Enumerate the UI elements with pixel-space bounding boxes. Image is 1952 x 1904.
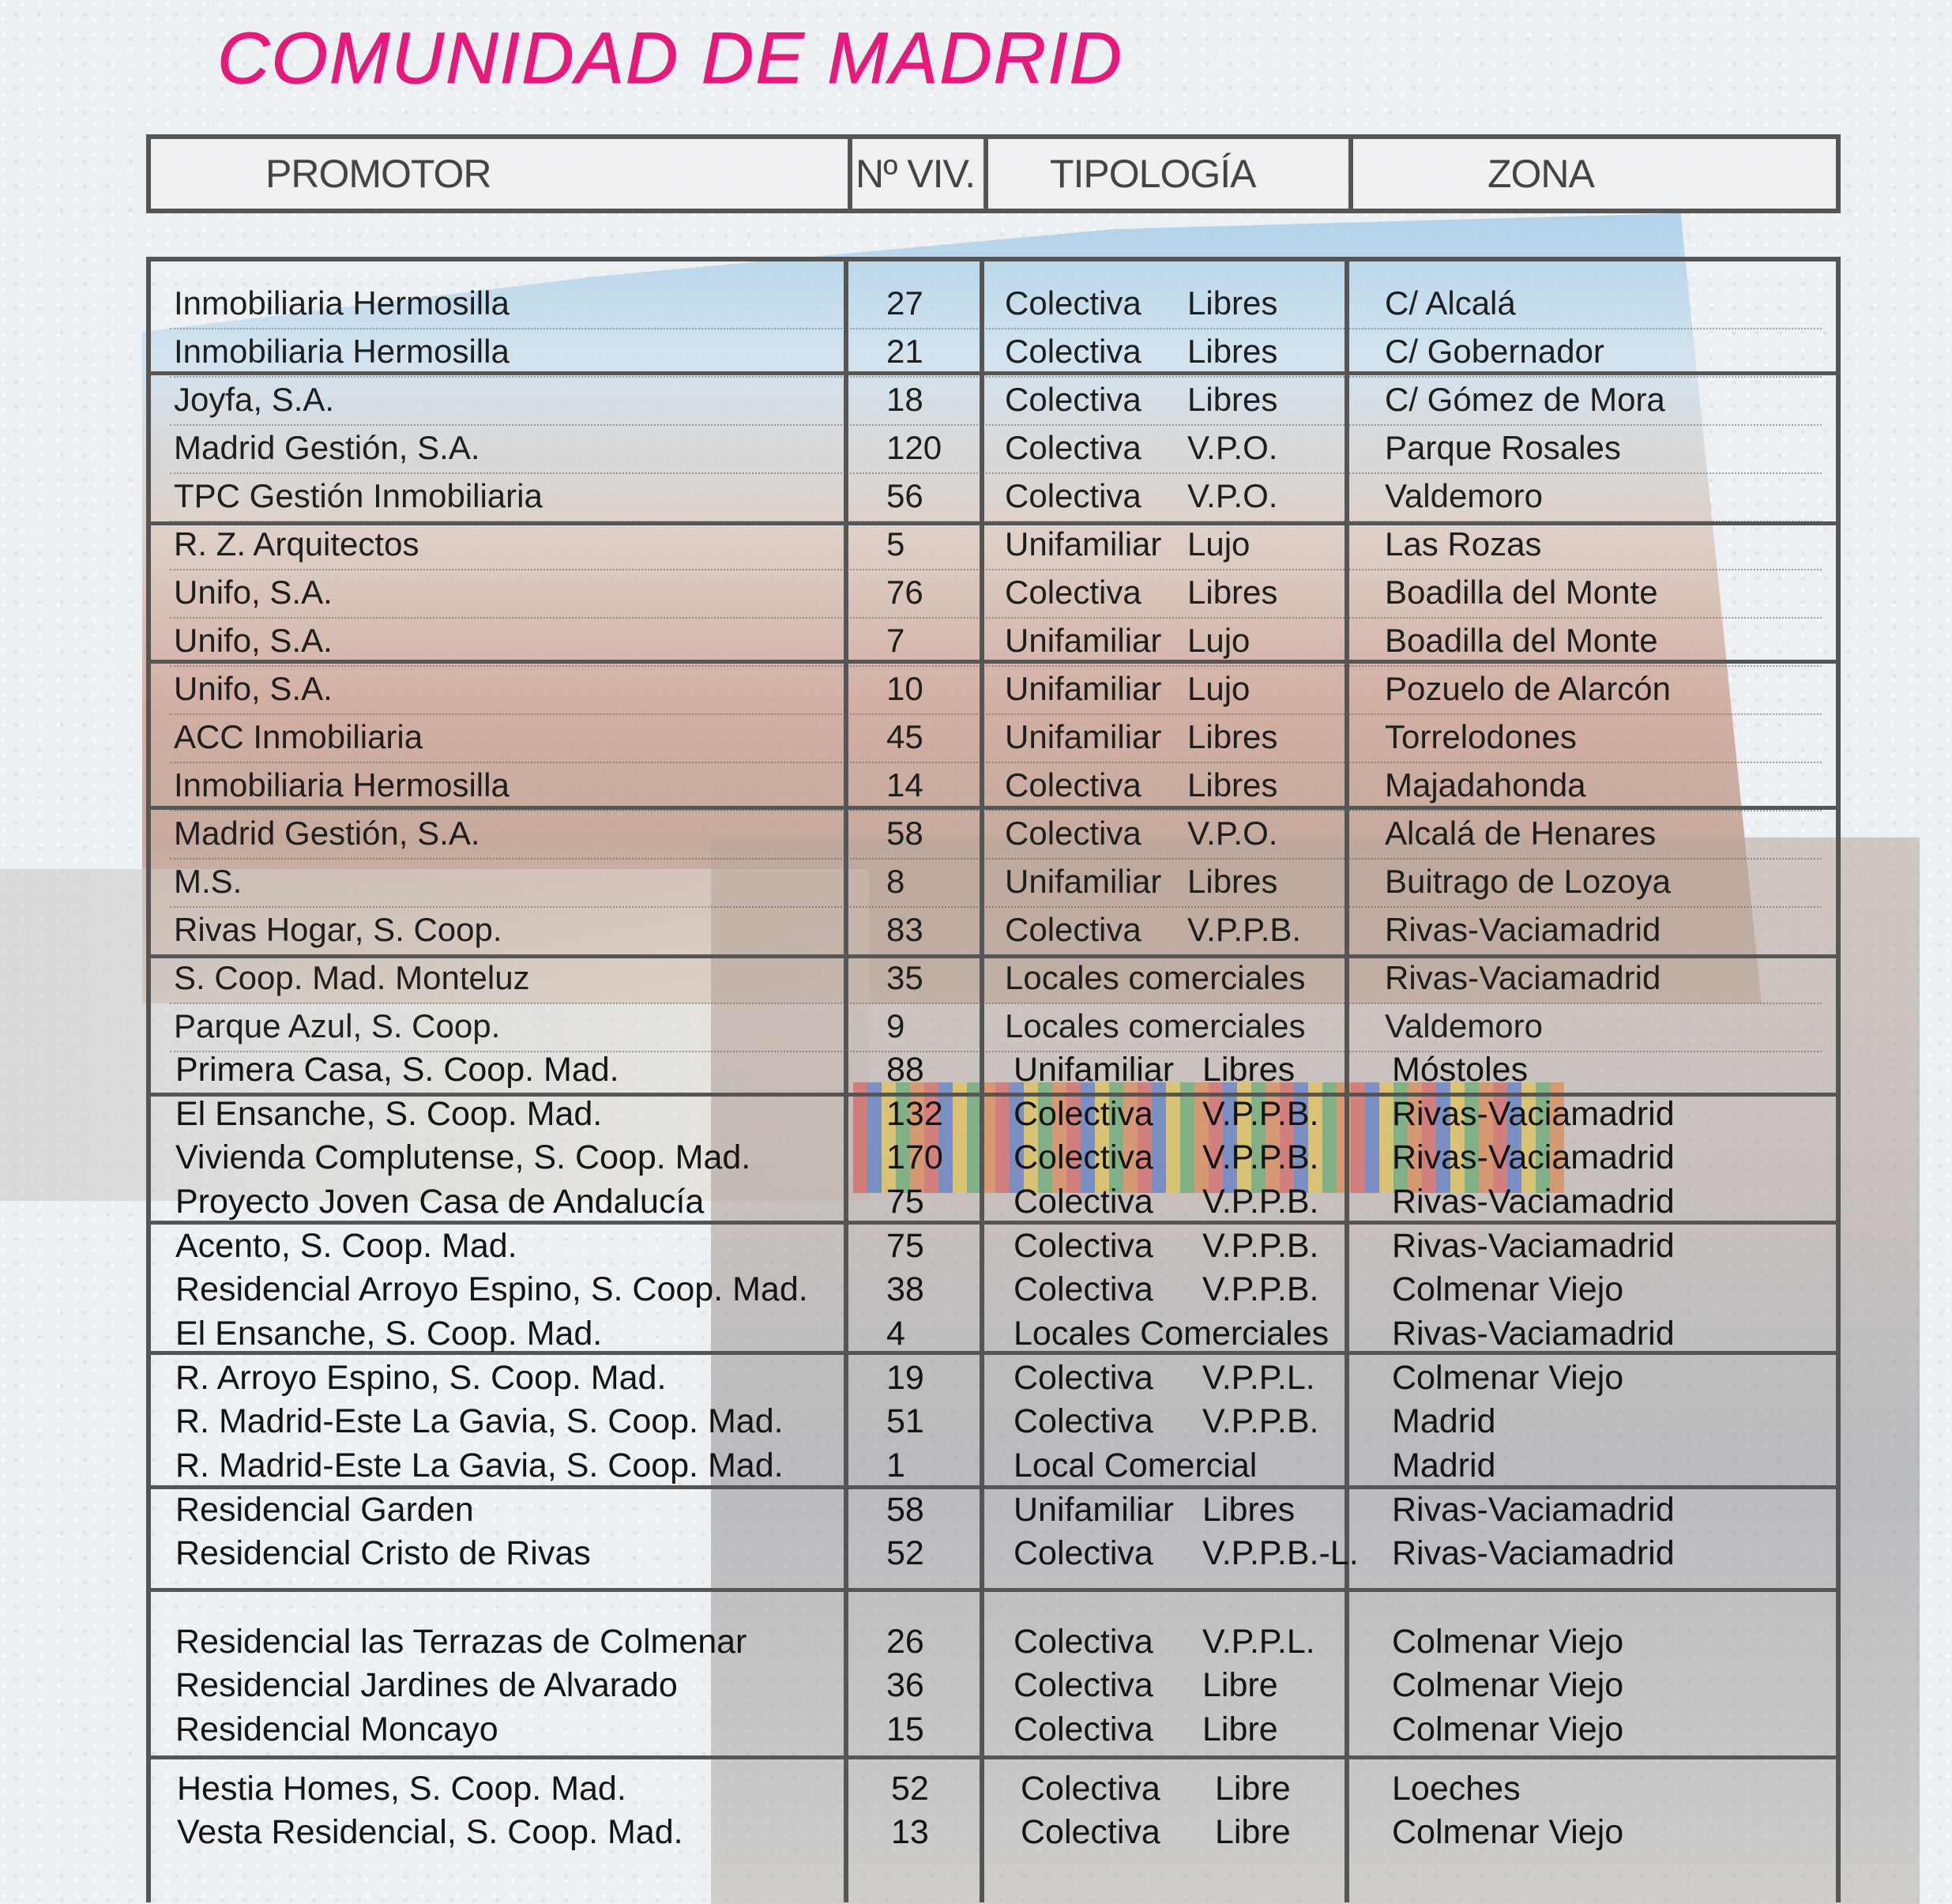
page-title: COMUNIDAD DE MADRID	[217, 18, 1124, 99]
cell-promotor: Inmobiliaria Hermosilla	[174, 333, 510, 370]
cell-categoria: Libres	[1187, 863, 1278, 900]
table-row	[0, 1183, 1952, 1222]
cell-num-viv: 75	[886, 1227, 924, 1265]
cell-tipologia: Colectiva	[1014, 1710, 1153, 1748]
cell-zona: C/ Gobernador	[1385, 333, 1604, 370]
cell-tipologia: Unifamiliar	[1005, 718, 1162, 755]
cell-num-viv: 120	[886, 429, 942, 466]
cell-num-viv: 4	[886, 1315, 905, 1353]
cell-categoria: V.P.P.B.	[1202, 1183, 1319, 1221]
cell-tipologia: Colectiva	[1005, 574, 1141, 611]
cell-promotor: Unifo, S.A.	[174, 622, 333, 659]
cell-tipologia: Unifamiliar	[1005, 622, 1162, 659]
table-row	[0, 333, 1952, 372]
cell-zona: Madrid	[1392, 1402, 1496, 1440]
cell-categoria: V.P.P.B.	[1202, 1095, 1319, 1133]
cell-tipologia: Locales comerciales	[1005, 1007, 1306, 1044]
cell-promotor: Residencial Arroyo Espino, S. Coop. Mad.	[175, 1270, 808, 1308]
table-row	[0, 1534, 1952, 1574]
cell-categoria: Libres	[1187, 718, 1278, 755]
table-row	[0, 1315, 1952, 1354]
table-row	[0, 1270, 1952, 1310]
cell-zona: Las Rozas	[1385, 525, 1542, 563]
table-row	[0, 1051, 1952, 1090]
cell-promotor: Joyfa, S.A.	[174, 381, 335, 418]
cell-promotor: M.S.	[174, 863, 243, 900]
cell-promotor: Vesta Residencial, S. Coop. Mad.	[177, 1813, 683, 1851]
cell-tipologia: Colectiva	[1021, 1770, 1160, 1808]
table-row	[0, 1666, 1952, 1706]
cell-tipologia: Colectiva	[1014, 1359, 1153, 1397]
cell-categoria: Libres	[1202, 1491, 1296, 1529]
table-row	[0, 1710, 1952, 1750]
cell-tipologia: Unifamiliar	[1005, 670, 1162, 707]
cell-num-viv: 7	[886, 622, 905, 659]
cell-tipologia: Colectiva	[1005, 766, 1141, 803]
cell-zona: Loeches	[1392, 1770, 1521, 1808]
cell-promotor: El Ensanche, S. Coop. Mad.	[175, 1095, 603, 1133]
table-row	[0, 1402, 1952, 1442]
cell-num-viv: 5	[886, 525, 905, 563]
cell-categoria: V.P.P.B.	[1202, 1402, 1319, 1440]
cell-tipologia: Unifamiliar	[1014, 1051, 1175, 1089]
table-row	[0, 1447, 1952, 1486]
table-row	[0, 1095, 1952, 1134]
table-row	[0, 815, 1952, 854]
cell-promotor: Vivienda Complutense, S. Coop. Mad.	[175, 1138, 751, 1176]
table-header	[146, 134, 1841, 213]
cell-tipologia: Colectiva	[1014, 1666, 1153, 1704]
cell-zona: Rivas-Vaciamadrid	[1385, 911, 1661, 948]
cell-tipologia: Colectiva	[1005, 284, 1141, 322]
cell-tipologia: Colectiva	[1014, 1534, 1153, 1572]
cell-promotor: Inmobiliaria Hermosilla	[174, 766, 510, 803]
cell-promotor: Residencial Moncayo	[175, 1710, 498, 1748]
cell-num-viv: 132	[886, 1095, 943, 1133]
cell-zona: Valdemoro	[1385, 1007, 1543, 1044]
table-row	[0, 670, 1952, 709]
cell-promotor: TPC Gestión Inmobiliaria	[174, 477, 543, 514]
table-row	[0, 766, 1952, 806]
cell-tipologia: Colectiva	[1014, 1227, 1153, 1265]
cell-promotor: ACC Inmobiliaria	[174, 718, 423, 755]
table-row	[0, 381, 1952, 420]
cell-promotor: Rivas Hogar, S. Coop.	[174, 911, 502, 948]
cell-tipologia: Colectiva	[1021, 1813, 1160, 1851]
cell-categoria: Lujo	[1187, 622, 1251, 659]
cell-zona: Boadilla del Monte	[1385, 574, 1658, 611]
cell-num-viv: 170	[886, 1138, 943, 1176]
cell-num-viv: 56	[886, 477, 923, 514]
cell-zona: Pozuelo de Alarcón	[1385, 670, 1671, 707]
table-row	[0, 622, 1952, 661]
cell-categoria: V.P.O.	[1187, 429, 1278, 466]
cell-num-viv: 83	[886, 911, 923, 948]
cell-zona: Rivas-Vaciamadrid	[1392, 1183, 1675, 1221]
cell-zona: Valdemoro	[1385, 477, 1543, 514]
cell-num-viv: 58	[886, 815, 923, 852]
cell-categoria: Libres	[1187, 574, 1278, 611]
cell-promotor: Unifo, S.A.	[174, 574, 333, 611]
cell-promotor: Unifo, S.A.	[174, 670, 333, 707]
cell-promotor: R. Z. Arquitectos	[174, 525, 419, 563]
table-row	[0, 1813, 1952, 1853]
cell-num-viv: 38	[886, 1270, 924, 1308]
cell-categoria: V.P.P.B.-L.	[1202, 1534, 1359, 1572]
cell-num-viv: 51	[886, 1402, 924, 1440]
cell-categoria: Libres	[1187, 766, 1278, 803]
cell-zona: Móstoles	[1392, 1051, 1529, 1089]
cell-promotor: S. Coop. Mad. Monteluz	[174, 959, 530, 996]
cell-categoria: Libre	[1202, 1710, 1278, 1748]
cell-promotor: Residencial las Terrazas de Colmenar	[175, 1623, 747, 1661]
header-tipologia: TIPOLOGÍA	[988, 139, 1353, 209]
cell-tipologia: Colectiva	[1014, 1270, 1153, 1308]
cell-tipologia: Locales Comerciales	[1014, 1315, 1330, 1353]
cell-zona: Rivas-Vaciamadrid	[1392, 1534, 1675, 1572]
cell-zona: Colmenar Viejo	[1392, 1710, 1624, 1748]
cell-categoria: V.P.P.B.	[1202, 1138, 1319, 1176]
table-row	[0, 1770, 1952, 1809]
cell-num-viv: 1	[886, 1447, 905, 1484]
cell-num-viv: 52	[891, 1770, 929, 1808]
table-row	[0, 718, 1952, 758]
cell-zona: Colmenar Viejo	[1392, 1666, 1624, 1704]
cell-zona: Majadahonda	[1385, 766, 1586, 803]
cell-promotor: Acento, S. Coop. Mad.	[175, 1227, 517, 1265]
table-row	[0, 574, 1952, 613]
cell-num-viv: 8	[886, 863, 905, 900]
cell-promotor: Madrid Gestión, S.A.	[174, 815, 480, 852]
header-zona: ZONA	[1488, 152, 1594, 196]
cell-num-viv: 14	[886, 766, 923, 803]
cell-num-viv: 21	[886, 333, 923, 370]
cell-zona: Rivas-Vaciamadrid	[1392, 1491, 1675, 1529]
cell-zona: Madrid	[1392, 1447, 1496, 1484]
cell-zona: Torrelodones	[1385, 718, 1577, 755]
table-row	[0, 1623, 1952, 1662]
cell-categoria: Libre	[1215, 1813, 1291, 1851]
cell-num-viv: 19	[886, 1359, 924, 1397]
table-row	[0, 959, 1952, 999]
cell-tipologia: Unifamiliar	[1005, 863, 1162, 900]
cell-tipologia: Colectiva	[1005, 815, 1141, 852]
cell-tipologia: Colectiva	[1005, 429, 1141, 466]
cell-zona: Rivas-Vaciamadrid	[1392, 1227, 1675, 1265]
cell-promotor: Residencial Garden	[175, 1491, 474, 1529]
cell-zona: Rivas-Vaciamadrid	[1385, 959, 1661, 996]
cell-promotor: Hestia Homes, S. Coop. Mad.	[177, 1770, 626, 1808]
cell-zona: Alcalá de Henares	[1385, 815, 1657, 852]
cell-zona: C/ Gómez de Mora	[1385, 381, 1665, 418]
cell-num-viv: 15	[886, 1710, 924, 1748]
cell-num-viv: 13	[891, 1813, 929, 1851]
cell-num-viv: 76	[886, 574, 923, 611]
cell-num-viv: 10	[886, 670, 923, 707]
table-row	[0, 1138, 1952, 1178]
cell-categoria: V.P.O.	[1187, 477, 1278, 514]
cell-categoria: V.P.P.L.	[1202, 1623, 1315, 1661]
cell-num-viv: 35	[886, 959, 923, 996]
cell-num-viv: 88	[886, 1051, 924, 1089]
cell-categoria: V.P.P.B.	[1202, 1270, 1319, 1308]
cell-zona: Rivas-Vaciamadrid	[1392, 1095, 1675, 1133]
cell-tipologia: Colectiva	[1005, 333, 1141, 370]
cell-tipologia: Colectiva	[1014, 1183, 1153, 1221]
cell-num-viv: 45	[886, 718, 923, 755]
cell-zona: Buitrago de Lozoya	[1385, 863, 1671, 900]
cell-tipologia: Colectiva	[1014, 1402, 1153, 1440]
group-divider	[146, 1588, 1841, 1592]
cell-promotor: Residencial Cristo de Rivas	[175, 1534, 591, 1572]
table-row	[0, 863, 1952, 902]
cell-num-viv: 9	[886, 1007, 905, 1044]
cell-categoria: V.P.P.B.	[1187, 911, 1302, 948]
header-promotor: PROMOTOR	[151, 139, 852, 209]
cell-tipologia: Colectiva	[1014, 1095, 1153, 1133]
cell-promotor: Madrid Gestión, S.A.	[174, 429, 480, 466]
cell-zona: Colmenar Viejo	[1392, 1623, 1624, 1661]
table-row	[0, 284, 1952, 324]
cell-promotor: R. Madrid-Este La Gavia, S. Coop. Mad.	[175, 1447, 784, 1484]
cell-promotor: R. Arroyo Espino, S. Coop. Mad.	[175, 1359, 667, 1397]
table-row	[0, 1227, 1952, 1266]
cell-zona: C/ Alcalá	[1385, 284, 1516, 322]
cell-zona: Rivas-Vaciamadrid	[1392, 1315, 1675, 1353]
cell-promotor: El Ensanche, S. Coop. Mad.	[175, 1315, 603, 1353]
cell-categoria: Libres	[1202, 1051, 1296, 1089]
cell-categoria: Libre	[1215, 1770, 1291, 1808]
header-num-viv: Nº VIV.	[852, 139, 988, 209]
group-divider	[146, 1755, 1841, 1759]
cell-tipologia: Unifamiliar	[1005, 525, 1162, 563]
cell-tipologia: Locales comerciales	[1005, 959, 1306, 996]
cell-categoria: Libres	[1187, 333, 1278, 370]
cell-zona: Colmenar Viejo	[1392, 1813, 1624, 1851]
cell-zona: Boadilla del Monte	[1385, 622, 1658, 659]
cell-categoria: Libres	[1187, 381, 1278, 418]
cell-tipologia: Local Comercial	[1014, 1447, 1258, 1484]
table-row	[0, 525, 1952, 565]
cell-categoria: V.P.P.B.	[1202, 1227, 1319, 1265]
cell-categoria: Libre	[1202, 1666, 1278, 1704]
cell-promotor: R. Madrid-Este La Gavia, S. Coop. Mad.	[175, 1402, 784, 1440]
cell-zona: Parque Rosales	[1385, 429, 1621, 466]
cell-num-viv: 26	[886, 1623, 924, 1661]
cell-promotor: Primera Casa, S. Coop. Mad.	[175, 1051, 619, 1089]
table-row	[0, 1491, 1952, 1530]
table-row	[0, 911, 1952, 950]
cell-promotor: Proyecto Joven Casa de Andalucía	[175, 1183, 705, 1221]
cell-zona: Colmenar Viejo	[1392, 1359, 1624, 1397]
cell-categoria: V.P.O.	[1187, 815, 1278, 852]
table-row	[0, 477, 1952, 517]
table-row	[0, 429, 1952, 468]
cell-num-viv: 18	[886, 381, 923, 418]
cell-tipologia: Colectiva	[1005, 477, 1141, 514]
cell-tipologia: Colectiva	[1005, 381, 1141, 418]
cell-tipologia: Colectiva	[1014, 1623, 1153, 1661]
table-row	[0, 1007, 1952, 1047]
cell-tipologia: Colectiva	[1005, 911, 1141, 948]
cell-tipologia: Unifamiliar	[1014, 1491, 1175, 1529]
cell-num-viv: 58	[886, 1491, 924, 1529]
cell-num-viv: 27	[886, 284, 923, 322]
cell-num-viv: 75	[886, 1183, 924, 1221]
cell-num-viv: 52	[886, 1534, 924, 1572]
cell-promotor: Inmobiliaria Hermosilla	[174, 284, 510, 322]
cell-categoria: Lujo	[1187, 670, 1251, 707]
table-row	[0, 1359, 1952, 1398]
cell-promotor: Residencial Jardines de Alvarado	[175, 1666, 678, 1704]
cell-promotor: Parque Azul, S. Coop.	[174, 1007, 501, 1044]
cell-categoria: Libres	[1187, 284, 1278, 322]
cell-tipologia: Colectiva	[1014, 1138, 1153, 1176]
cell-zona: Rivas-Vaciamadrid	[1392, 1138, 1675, 1176]
cell-categoria: Lujo	[1187, 525, 1251, 563]
cell-categoria: V.P.P.L.	[1202, 1359, 1315, 1397]
cell-num-viv: 36	[886, 1666, 924, 1704]
cell-zona: Colmenar Viejo	[1392, 1270, 1624, 1308]
